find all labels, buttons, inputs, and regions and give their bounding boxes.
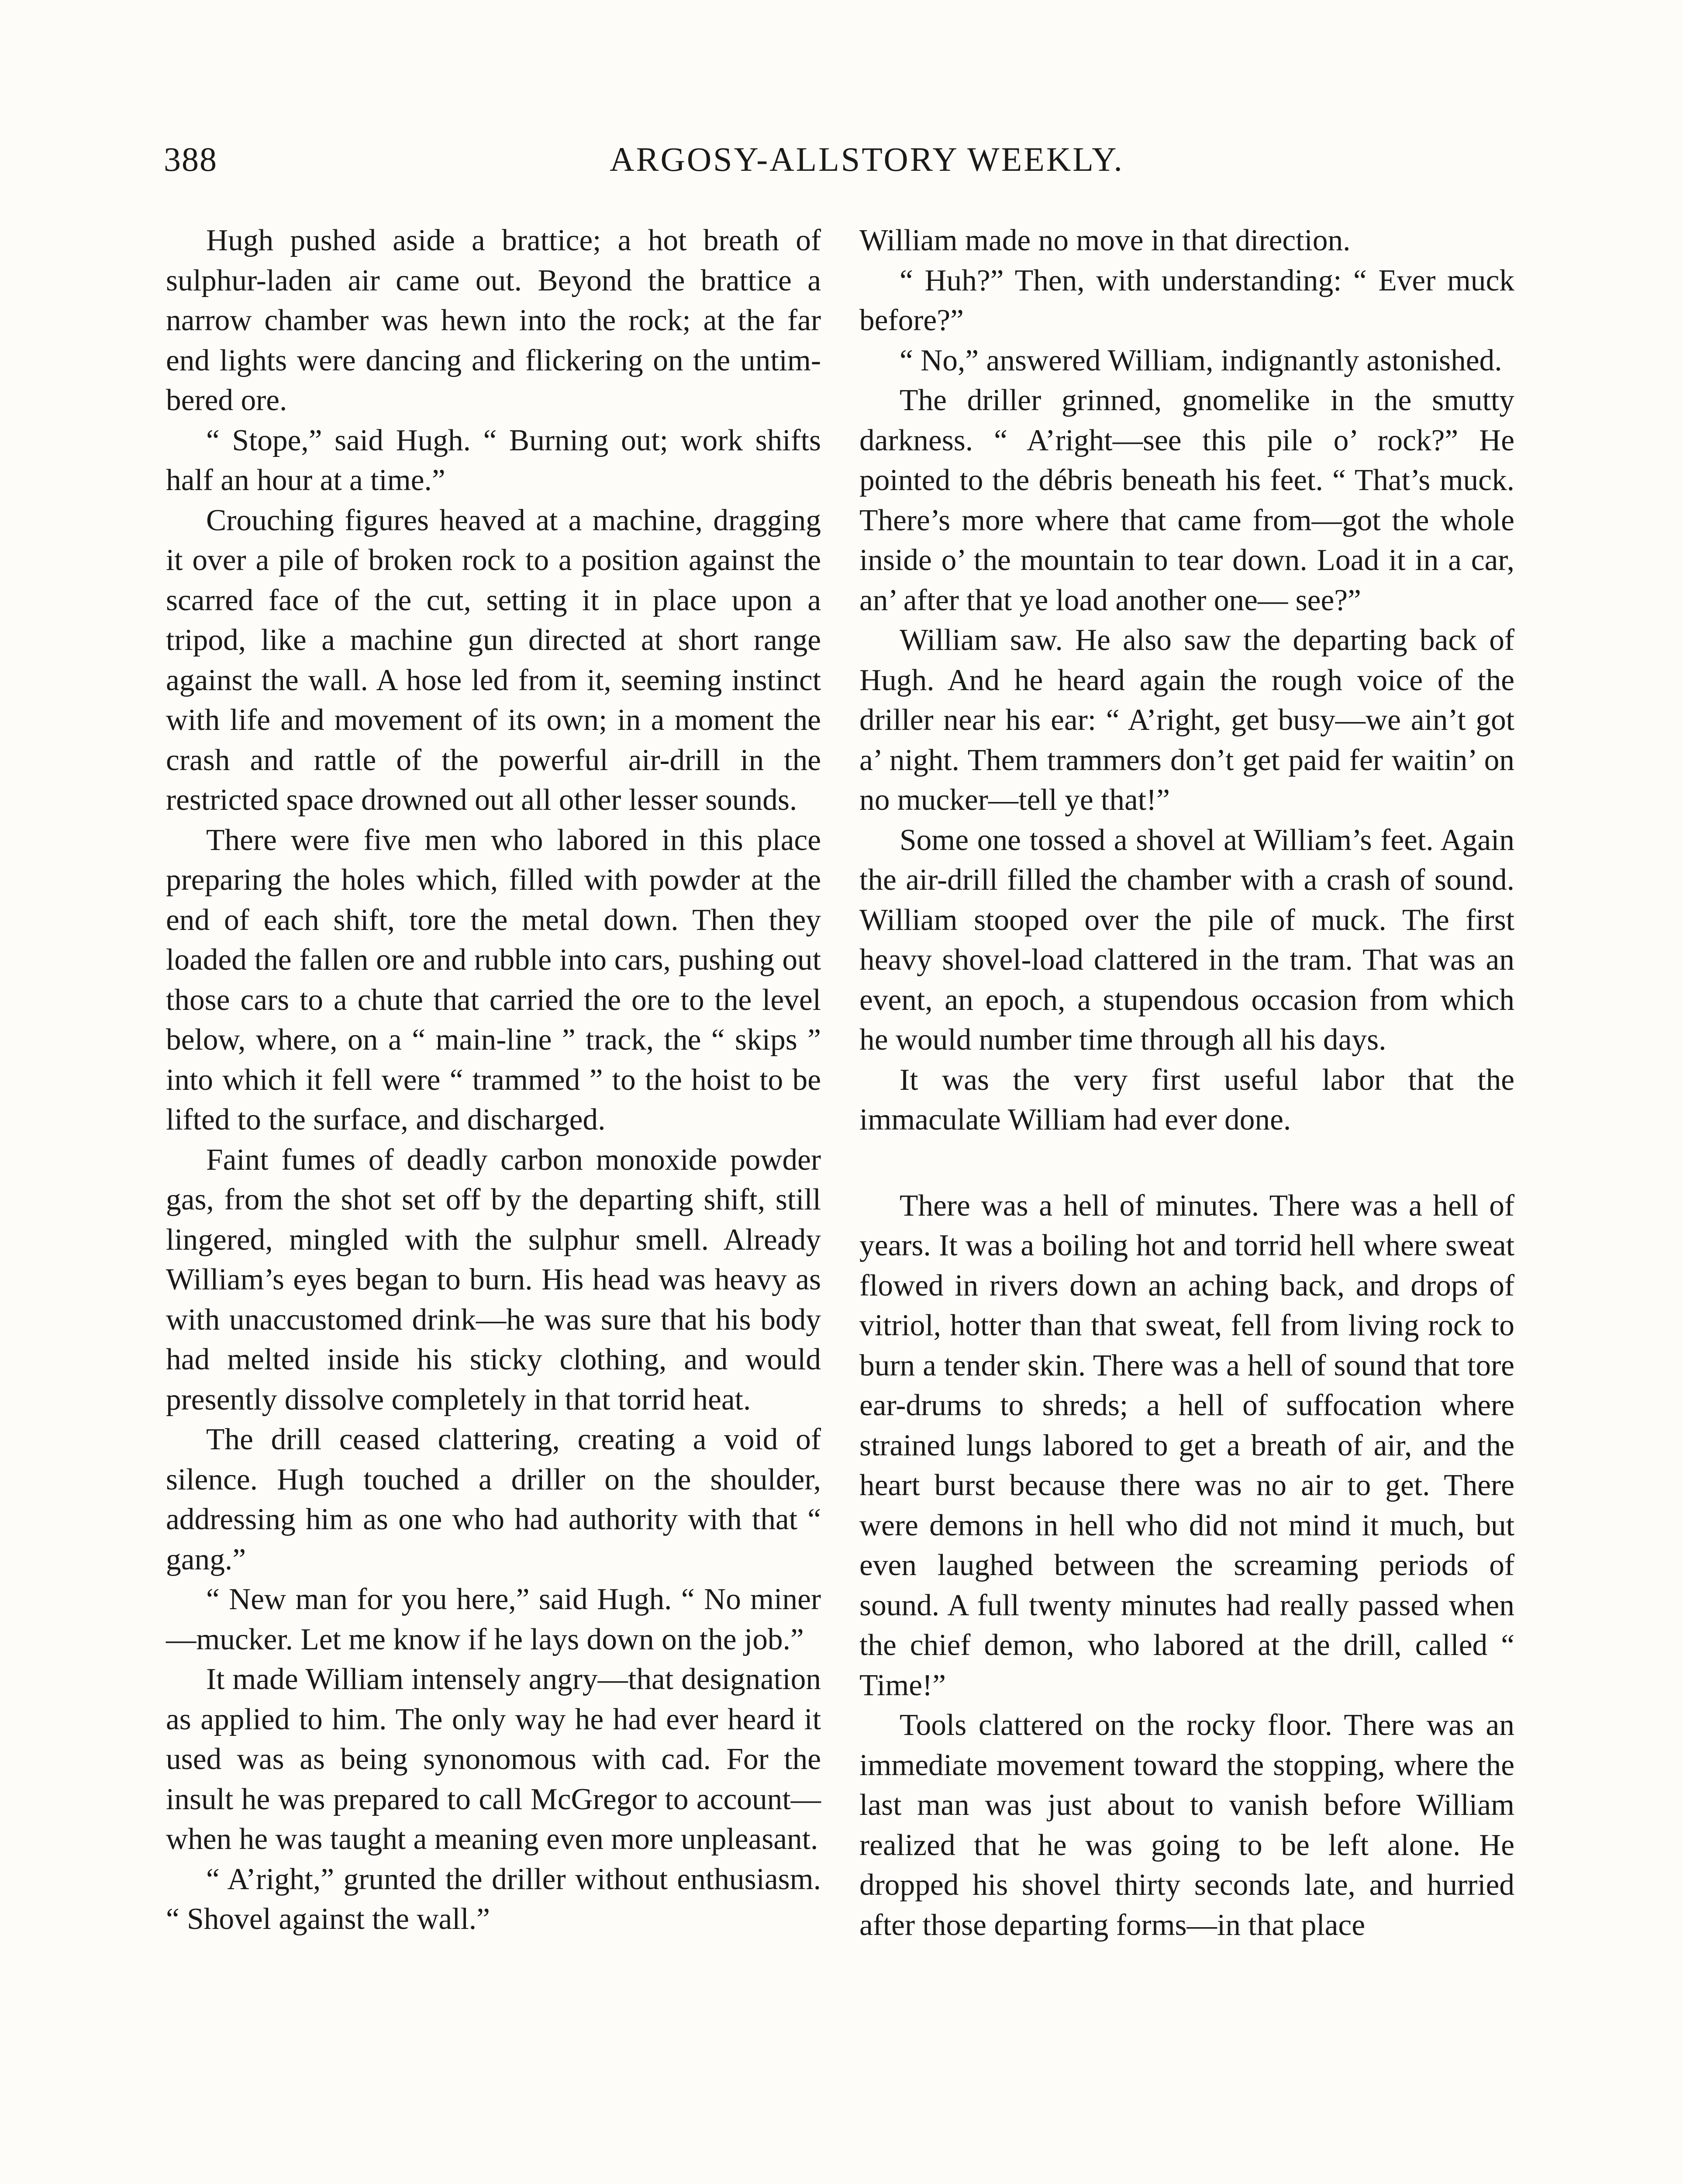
paragraph: There were five men who labored in this place preparing the holes which, filled with powder at the end of each shift, tore the metal down. Then they loaded the fallen ore and rubble into cars, pushing out those cars to a chute that carried the ore to the level below, where, on a “ main-line ” track, the “ skips ” into which it fell were “ trammed ” to the hoist to be lifted to the surface, and discharged.	[166, 823, 821, 1137]
paragraph: The drill ceased clattering, creating a void of silence. Hugh touched a driller on the shoulder, addressing him as one who had authority with that “ gang.”	[166, 1423, 821, 1576]
paragraph: “ Huh?” Then, with understanding: “ Ever muck before?”	[859, 263, 1514, 337]
page-header	[164, 140, 1517, 192]
paragraph: It was the very first useful labor that the immaculate William had ever done.	[859, 1063, 1514, 1137]
paragraph: “ New man for you here,” said Hugh. “ No miner—mucker. Let me know if he lays down on the job.”	[166, 1583, 821, 1656]
paragraph: There was a hell of minutes. There was a hell of years. It was a boiling hot and torrid hell where sweat flowed in rivers down an aching back, and drops of vitriol, hotter than that sweat, fell from living rock to burn a tender skin. There was a hell of sound that tore ear-drums to shreds; a hell of suffocation where strained lungs labored to get a breath of air, and the heart burst because there was no air to get. There were demons in hell who did not mind it much, but even laughed between the screaming periods of sound. A full twenty minutes had really passed when the chief demon, who labored at the drill, called “ Time!”	[859, 1189, 1514, 1702]
paragraph: William saw. He also saw the departing back of Hugh. And he heard again the rough voice of the driller near his ear: “ A’right, get busy—we ain’t got a’ night. Them trammers don’t get paid fer waitin’ on no mucker—tell ye that!”	[859, 623, 1514, 817]
left-column	[166, 221, 821, 1939]
page-number: 388	[164, 140, 217, 178]
paragraph: Crouching figures heaved at a machine, dragging it over a pile of broken rock to a position against the scarred face of the cut, setting it in place upon a tripod, like a machine gun directed at short range against the wall. A hose led from it, seeming instinct with life and movement of its own; in a moment the crash and rattle of the powerful air-drill in the restricted space drowned out all other lesser sounds.	[166, 503, 821, 817]
paragraph: Some one tossed a shovel at William’s feet. Again the air-drill filled the chamber with a crash of sound. William stooped over the pile of muck. The first heavy shovel-load clattered in the tram. That was an event, an epoch, a stupendous occasion from which he would number time through all his days.	[859, 823, 1514, 1057]
paragraph: “ A’right,” grunted the driller without enthusiasm. “ Shovel against the wall.”	[166, 1862, 821, 1936]
paragraph: William made no move in that direction.	[859, 224, 1351, 257]
right-column	[859, 221, 1514, 1945]
section-break	[859, 1140, 1514, 1186]
paragraph: “ No,” answered William, indignantly astonished.	[900, 343, 1502, 377]
paragraph: “ Stope,” said Hugh. “ Burning out; work shifts half an hour at a time.”	[166, 423, 821, 497]
paragraph: It made William intensely angry—that designation as applied to him. The only way he had ever heard it used was as being synonomous with cad. For the insult he was prepared to call McGregor to account—when he was taught a meaning even more unpleasant.	[166, 1662, 821, 1856]
paragraph: Hugh pushed aside a brattice; a hot breath of sulphur-laden air came out. Beyond the brattice a narrow chamber was hewn into the rock; at the far end lights were dancing and flickering on the untimbered ore.	[166, 224, 821, 417]
paragraph: Faint fumes of deadly carbon monoxide powder gas, from the shot set off by the departing shift, still lingered, mingled with the sulphur smell. Already William’s eyes began to burn. His head was heavy as with unaccustomed drink—he was sure that his body had melted inside his sticky clothing, and would presently dissolve completely in that torrid heat.	[166, 1143, 821, 1417]
paragraph: Tools clattered on the rocky floor. There was an immediate movement toward the stopping, where the last man was just about to vanish before William realized that he was going to be left alone. He dropped his shovel thirty seconds late, and hurried after those departing forms—in that place	[859, 1708, 1514, 1942]
running-title: ARGOSY-ALLSTORY WEEKLY.	[610, 140, 1124, 178]
paragraph: The driller grinned, gnomelike in the smutty darkness. “ A’right—see this pile o’ rock?” He pointed to the débris beneath his feet. “ That’s muck. There’s more where that came from—got the whole inside o’ the mountain to tear down. Load it in a car, an’ after that ye load another one— see?”	[859, 384, 1514, 617]
